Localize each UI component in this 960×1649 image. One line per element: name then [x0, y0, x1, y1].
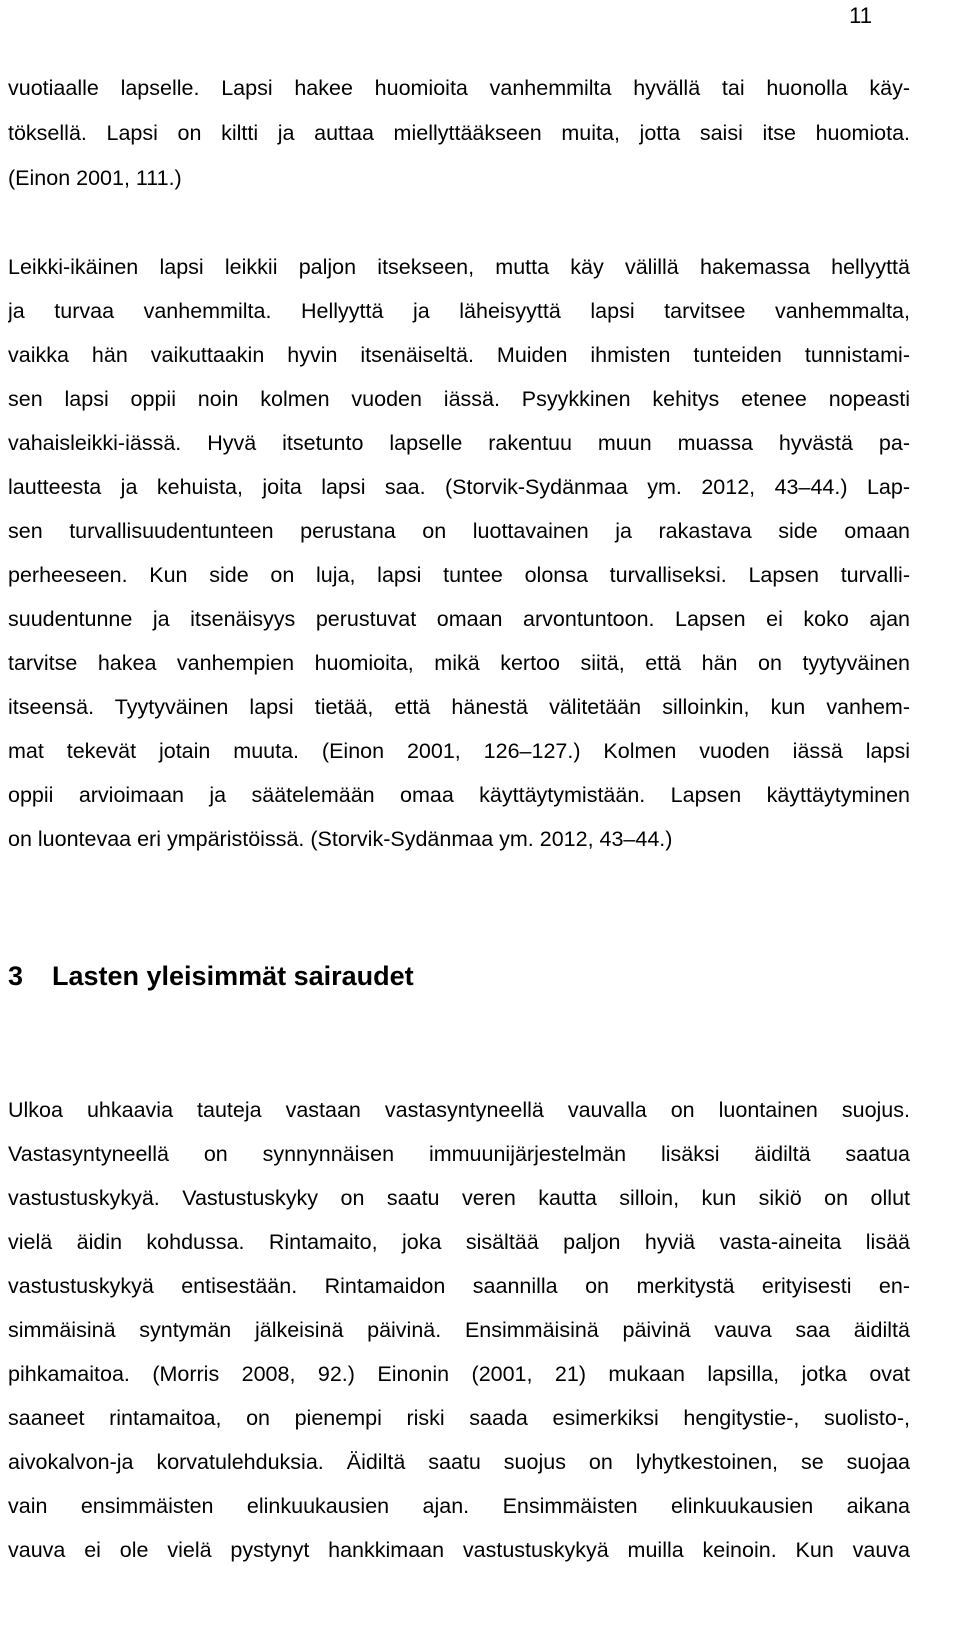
paragraph-3-line-9: aivokalvon-ja korvatulehduksia. Äidiltä saatu suojus on lyhytkestoinen, se suojaa — [8, 1450, 910, 1474]
paragraph-3-line-10: vain ensimmäisten elinkuukausien ajan. Ensimmäisten elinkuukausien aikana — [8, 1494, 910, 1518]
paragraph-2-line-12: mat tekevät jotain muuta. (Einon 2001, 126–127.) Kolmen vuoden iässä lapsi — [8, 739, 910, 763]
section-heading — [8, 958, 414, 994]
paragraph-2-line-3: vaikka hän vaikuttaakin hyvin itsenäiseltä. Muiden ihmisten tunteiden tunnistami- — [8, 343, 910, 367]
paragraph-2-line-5: vahaisleikki-iässä. Hyvä itsetunto lapselle rakentuu muun muassa hyvästä pa- — [8, 431, 910, 455]
paragraph-1-line-2: töksellä. Lapsi on kiltti ja auttaa miellyttääkseen muita, jotta saisi itse huomiota. — [8, 121, 910, 145]
paragraph-3-line-7: pihkamaitoa. (Morris 2008, 92.) Einonin (2001, 21) mukaan lapsilla, jotka ovat — [8, 1362, 910, 1386]
paragraph-2-line-2: ja turvaa vanhemmilta. Hellyyttä ja läheisyyttä lapsi tarvitsee vanhemmalta, — [8, 299, 910, 323]
paragraph-3-line-8: saaneet rintamaitoa, on pienempi riski saada esimerkiksi hengitystie-, suolisto-, — [8, 1406, 910, 1430]
paragraph-1-line-3: (Einon 2001, 111.) — [8, 166, 182, 190]
paragraph-2-line-14: on luontevaa eri ympäristöissä. (Storvik-Sydänmaa ym. 2012, 43–44.) — [8, 827, 673, 851]
paragraph-3-line-2: Vastasyntyneellä on synnynnäisen immuunijärjestelmän lisäksi äidiltä saatua — [8, 1142, 910, 1166]
paragraph-2-line-13: oppii arvioimaan ja säätelemään omaa käyttäytymistään. Lapsen käyttäytyminen — [8, 783, 910, 807]
paragraph-3-line-3: vastustuskykyä. Vastustuskyky on saatu veren kautta silloin, kun sikiö on ollut — [8, 1186, 910, 1210]
paragraph-3-line-11: vauva ei ole vielä pystynyt hankkimaan vastustuskykyä muilla keinoin. Kun vauva — [8, 1538, 910, 1562]
paragraph-2-line-11: itseensä. Tyytyväinen lapsi tietää, että hänestä välitetään silloinkin, kun vanhem- — [8, 695, 910, 719]
paragraph-3-line-5: vastustuskykyä entisestään. Rintamaidon saannilla on merkitystä erityisesti en- — [8, 1274, 910, 1298]
section-title: Lasten yleisimmät sairaudet — [52, 961, 414, 991]
paragraph-2-line-9: suudentunne ja itsenäisyys perustuvat omaan arvontuntoon. Lapsen ei koko ajan — [8, 607, 910, 631]
paragraph-3-line-4: vielä äidin kohdussa. Rintamaito, joka sisältää paljon hyviä vasta-aineita lisää — [8, 1230, 910, 1254]
section-number: 3 — [8, 961, 24, 991]
paragraph-2-line-4: sen lapsi oppii noin kolmen vuoden iässä. Psyykkinen kehitys etenee nopeasti — [8, 387, 910, 411]
page-number: 11 — [849, 3, 872, 28]
paragraph-3-line-1: Ulkoa uhkaavia tauteja vastaan vastasyntyneellä vauvalla on luontainen suojus. — [8, 1098, 910, 1122]
paragraph-2-line-10: tarvitse hakea vanhempien huomioita, mikä kertoo siitä, että hän on tyytyväinen — [8, 651, 910, 675]
paragraph-2-line-6: lautteesta ja kehuista, joita lapsi saa. (Storvik-Sydänmaa ym. 2012, 43–44.) Lap- — [8, 475, 910, 499]
paragraph-2-line-7: sen turvallisuudentunteen perustana on luottavainen ja rakastava side omaan — [8, 519, 910, 543]
paragraph-1-line-1: vuotiaalle lapselle. Lapsi hakee huomioita vanhemmilta hyvällä tai huonolla käy- — [8, 76, 910, 100]
paragraph-2-line-8: perheeseen. Kun side on luja, lapsi tuntee olonsa turvalliseksi. Lapsen turvalli- — [8, 563, 910, 587]
paragraph-3-line-6: simmäisinä syntymän jälkeisinä päivinä. Ensimmäisinä päivinä vauva saa äidiltä — [8, 1318, 910, 1342]
paragraph-2-line-1: Leikki-ikäinen lapsi leikkii paljon itsekseen, mutta käy välillä hakemassa hellyyttä — [8, 255, 910, 279]
